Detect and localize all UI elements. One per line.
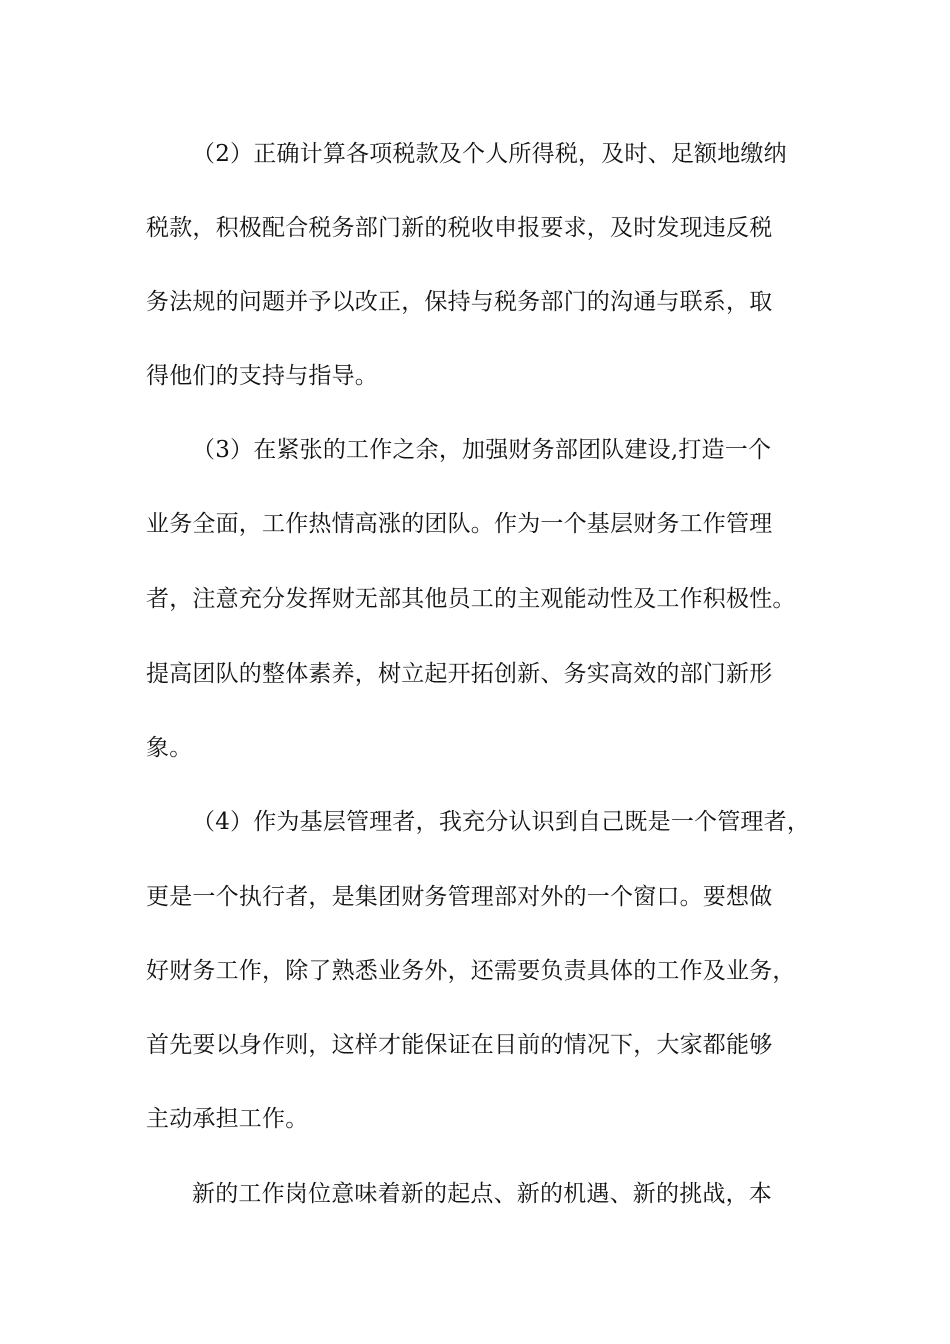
paragraph-4-line-3: 好财务工作，除了熟悉业务外，还需要负责具体的工作及业务， — [146, 958, 796, 984]
paragraph-2-line-3: 务法规的问题并予以改正，保持与税务部门的沟通与联系，取 — [146, 289, 773, 315]
paragraph-4-line-2: 更是一个执行者，是集团财务管理部对外的一个窗口。要想做 — [146, 884, 773, 910]
paragraph-3-line-5: 象。 — [146, 735, 193, 761]
paragraph-5-line-1: 新的工作岗位意味着新的起点、新的机遇、新的挑战，本 — [192, 1181, 772, 1207]
paragraph-2-line-4: 得他们的支持与指导。 — [146, 363, 378, 389]
paragraph-2-line-2: 税款，积极配合税务部门新的税收申报要求，及时发现违反税 — [146, 215, 773, 241]
paragraph-3-line-2: 业务全面，工作热情高涨的团队。作为一个基层财务工作管理 — [146, 511, 773, 537]
paragraph-3-line-4: 提高团队的整体素养，树立起开拓创新、务实高效的部门新形 — [146, 661, 773, 687]
paragraph-3-line-1: （3）在紧张的工作之余，加强财务部团队建设,打造一个 — [192, 437, 772, 463]
paragraph-2-line-1: （2）正确计算各项税款及个人所得税，及时、足额地缴纳 — [192, 141, 787, 167]
paragraph-4-line-1: （4）作为基层管理者，我充分认识到自己既是一个管理者， — [192, 809, 811, 835]
paragraph-4-line-4: 首先要以身作则，这样才能保证在目前的情况下，大家都能够 — [146, 1032, 773, 1058]
paragraph-4-line-5: 主动承担工作。 — [146, 1106, 309, 1132]
paragraph-3-line-3: 者，注意充分发挥财无部其他员工的主观能动性及工作积极性。 — [146, 586, 796, 612]
